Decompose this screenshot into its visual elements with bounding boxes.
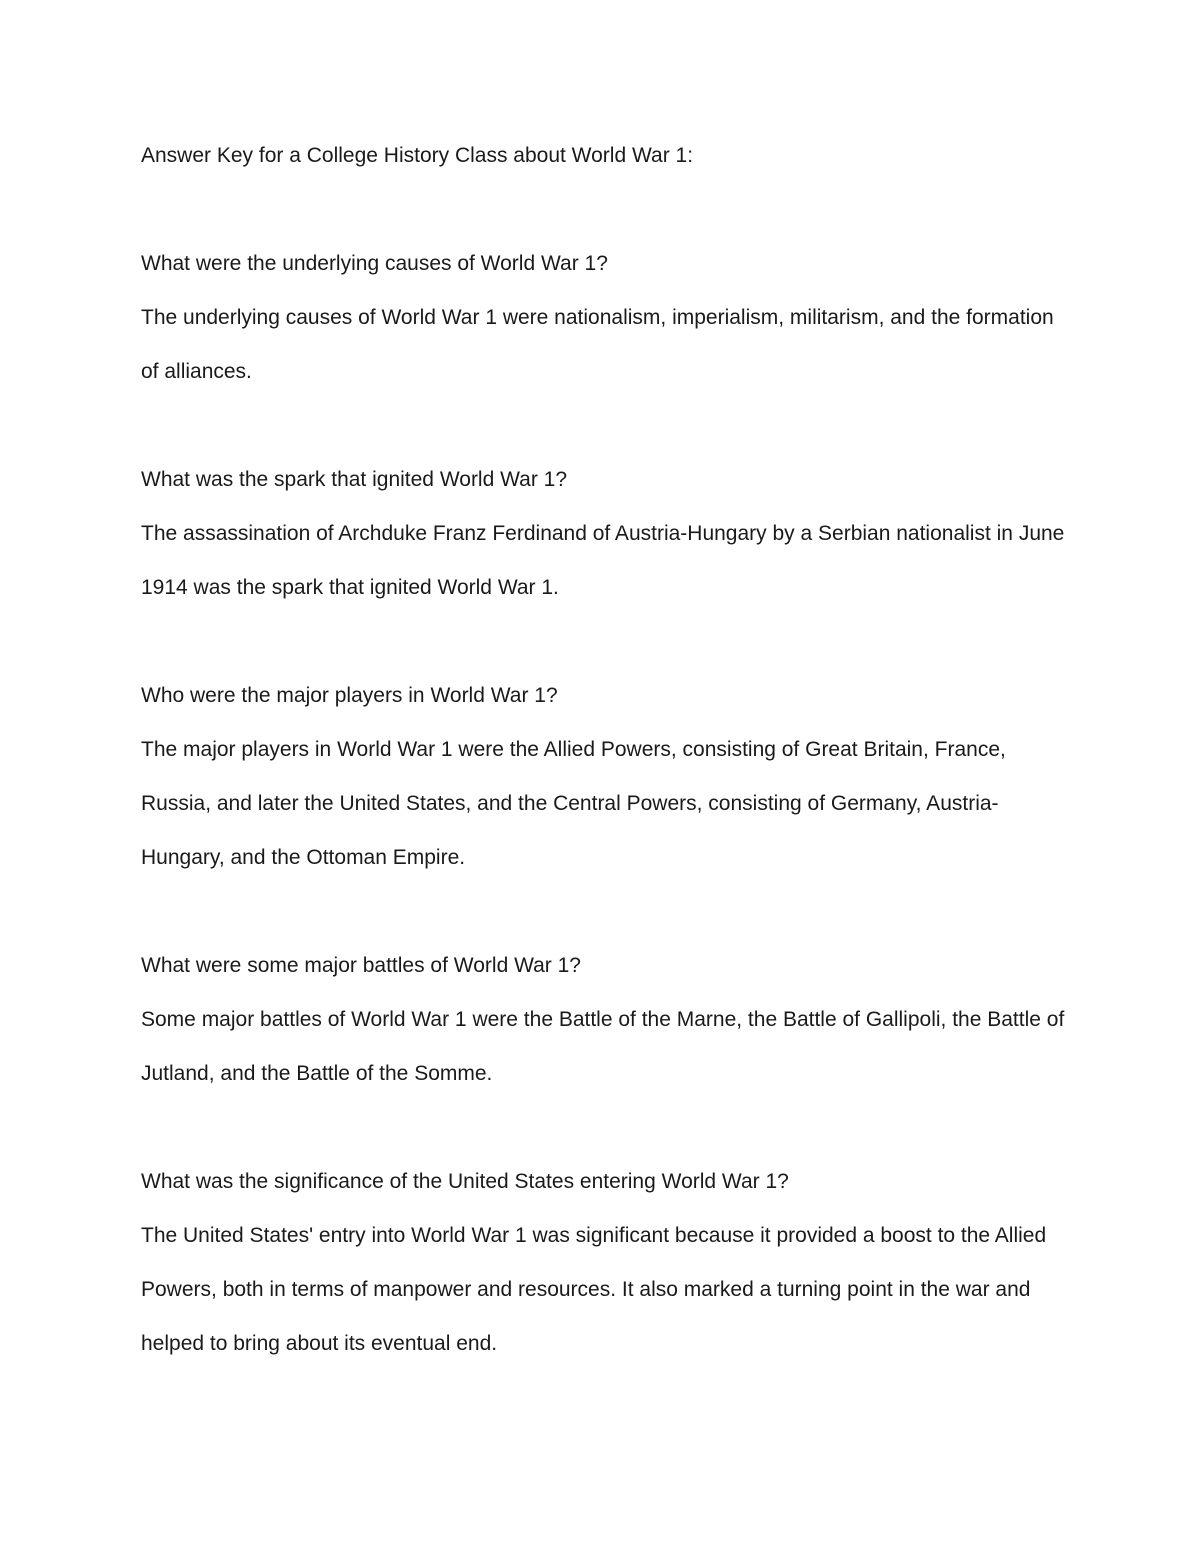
qa-item-4 xyxy=(141,939,1071,1101)
question-4: What were some major battles of World War 1? xyxy=(141,954,581,977)
answer-3: The major players in World War 1 were the Allied Powers, consisting of Great Britain, France, Russia, and later the United States, and the Central Powers, consisting of Germany, Austria-Hungary, and the Ottoman Empire. xyxy=(141,738,1006,869)
question-1: What were the underlying causes of World War 1? xyxy=(141,252,608,275)
question-2: What was the spark that ignited World War 1? xyxy=(141,468,568,491)
qa-item-3 xyxy=(141,669,1071,885)
qa-item-1 xyxy=(141,237,1071,399)
question-3: Who were the major players in World War 1? xyxy=(141,684,558,707)
question-5: What was the significance of the United States entering World War 1? xyxy=(141,1170,789,1193)
answer-4: Some major battles of World War 1 were the Battle of the Marne, the Battle of Gallipoli, the Battle of Jutland, and the Battle of the Somme. xyxy=(141,1008,1065,1085)
qa-item-5 xyxy=(141,1155,1071,1371)
answer-5: The United States' entry into World War 1 was significant because it provided a boost to the Allied Powers, both in terms of manpower and resources. It also marked a turning point in the war and helped to bring about its eventual end. xyxy=(141,1224,1047,1355)
qa-item-2 xyxy=(141,453,1071,615)
document-body xyxy=(141,129,1071,1371)
answer-1: The underlying causes of World War 1 were nationalism, imperialism, militarism, and the formation of alliances. xyxy=(141,306,1054,383)
document-title: Answer Key for a College History Class about World War 1: xyxy=(141,144,694,167)
answer-2: The assassination of Archduke Franz Ferdinand of Austria-Hungary by a Serbian nationalist in June 1914 was the spark that ignited World War 1. xyxy=(141,522,1065,599)
